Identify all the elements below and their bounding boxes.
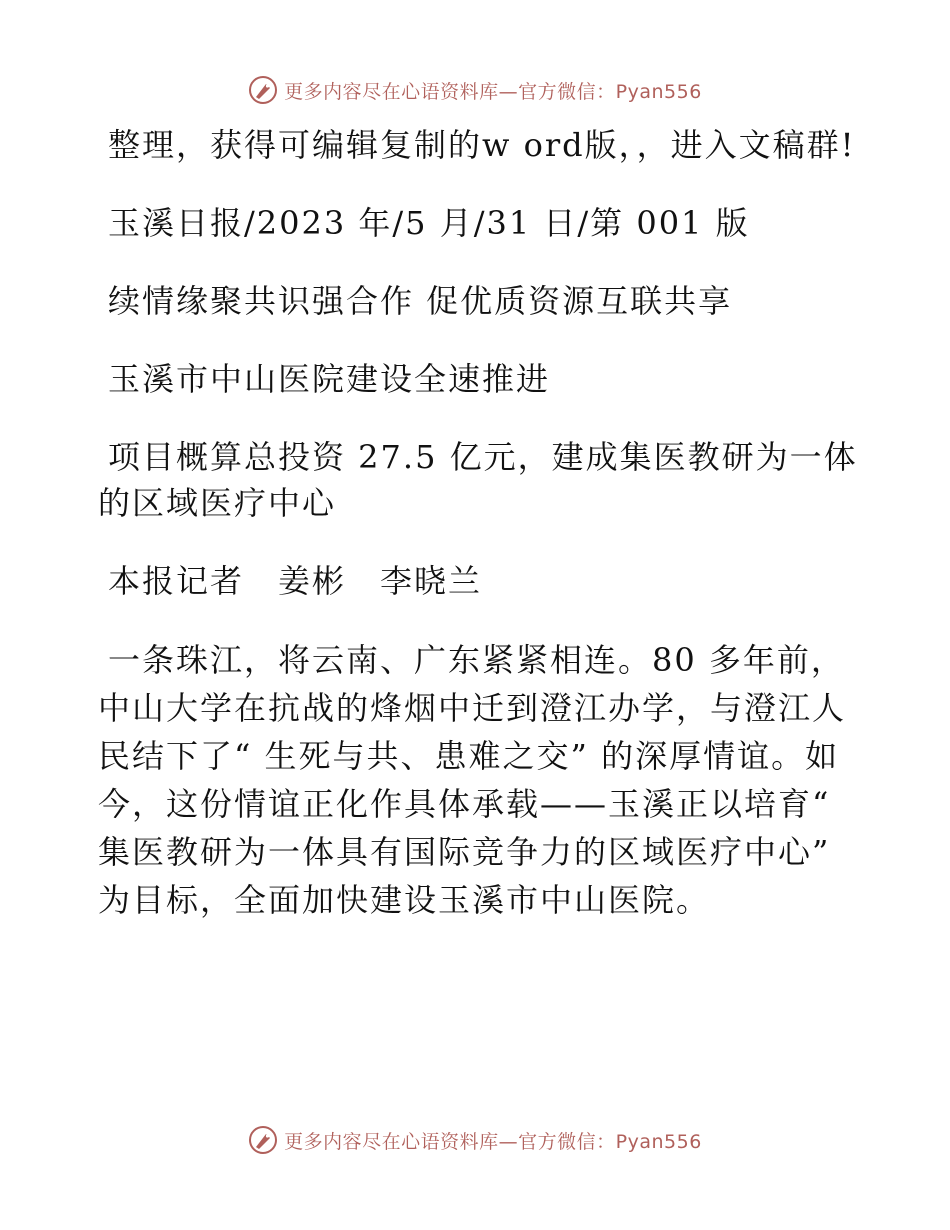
watermark-text: 更多内容尽在心语资料库—官方微信：Pyan556	[284, 1130, 702, 1153]
watermark-header	[0, 72, 950, 108]
article-headline: 玉溪市中山医院建设全速推进	[108, 360, 551, 398]
body-paragraph: 一条珠江，将云南、广东紧紧相连。80 多年前，中山大学在抗战的烽烟中迁到澄江办学，与澄江人民结下了“ 生死与共、患难之交” 的深厚情谊。如今，这份情谊正化作具体承载——玉溪正以培育“ 集医教研为一体具有国际竞争力的区域医疗中心” 为目标，全面加快建设玉溪市中山医院。	[98, 641, 847, 919]
source-line: 玉溪日报/2023 年/5 月/31 日/第 001 版	[108, 204, 750, 242]
byline: 本报记者 姜彬 李晓兰	[108, 562, 483, 600]
watermark-text: 更多内容尽在心语资料库—官方微信：Pyan556	[284, 80, 702, 103]
pen-nib-logo-icon	[248, 1125, 278, 1155]
intro-paragraph: 整理，获得可编辑复制的w ord版，，进入文稿群!	[108, 126, 856, 164]
watermark-footer	[0, 1122, 950, 1158]
pen-nib-logo-icon	[248, 75, 278, 105]
document-body	[98, 122, 858, 924]
article-kicker: 续情缘聚共识强合作 促优质资源互联共享	[108, 282, 733, 320]
article-subheadline: 项目概算总投资 27.5 亿元，建成集医教研为一体的区域医疗中心	[98, 438, 858, 522]
